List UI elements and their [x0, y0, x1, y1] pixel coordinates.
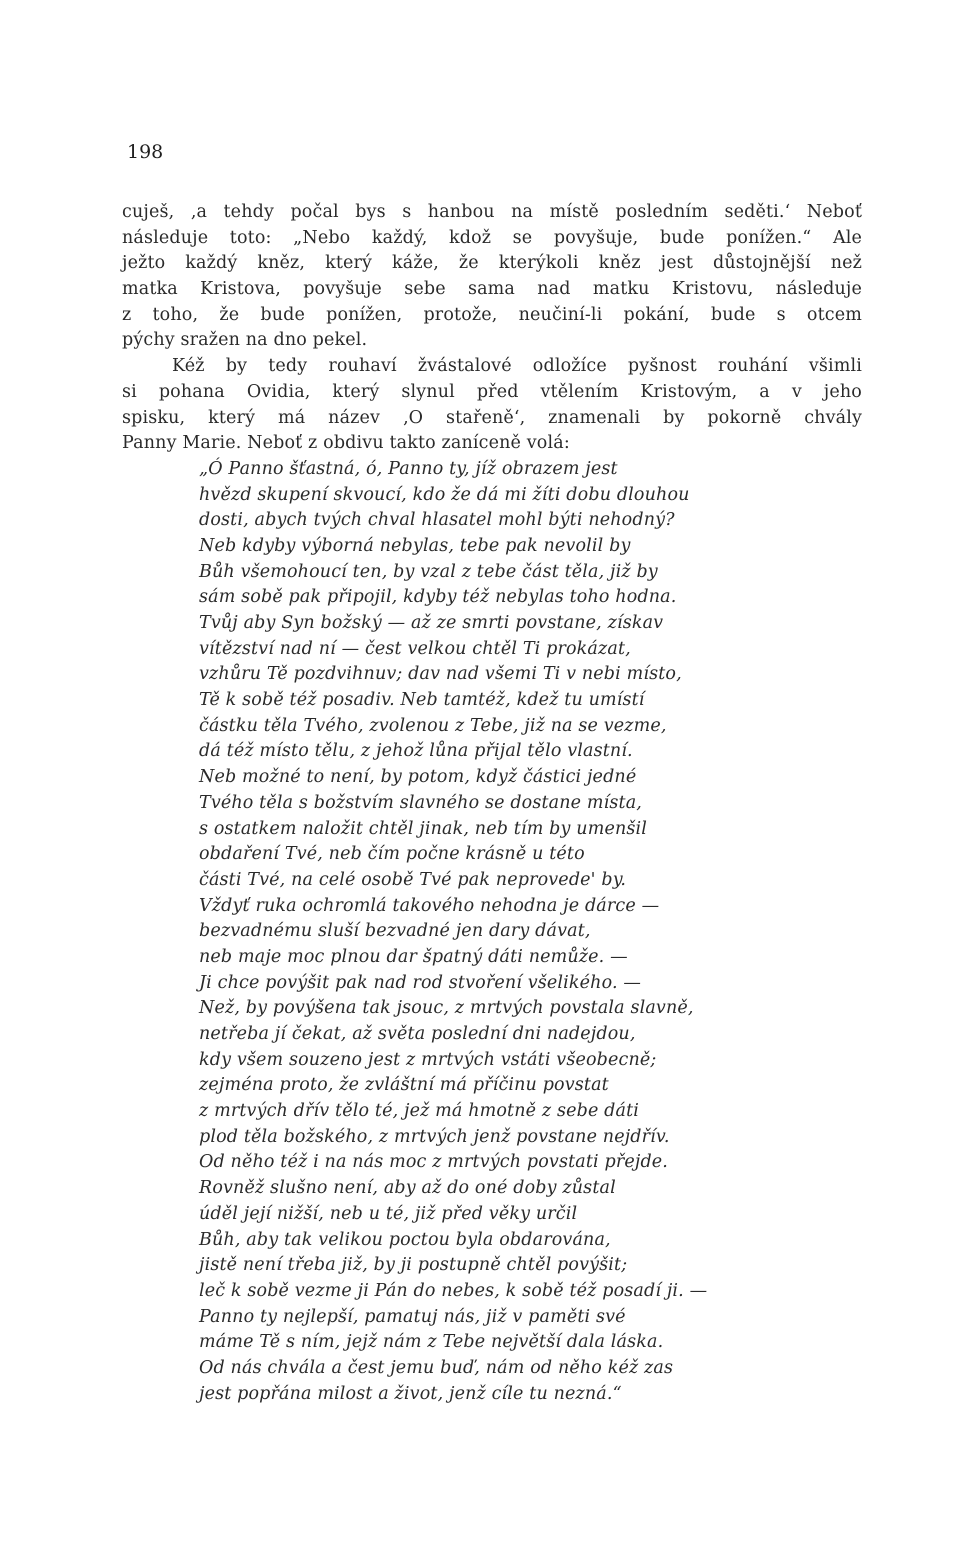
page-number: 198: [127, 141, 164, 163]
poem-line: kdy všem souzeno jest z mrtvých vstáti všeobecně;: [199, 1049, 657, 1070]
text-line: následuje toto: „Nebo každý, kdož se povyšuje, bude ponížen.“ Ale: [122, 227, 862, 248]
poem-line: bezvadnému sluší bezvadné jen dary dávat,: [199, 921, 591, 942]
poem-line: části Tvé, na celé osobě Tvé pak neprovede' by.: [199, 869, 627, 890]
poem-line: leč k sobě vezme ji Pán do nebes, k sobě též posadí ji. —: [199, 1280, 708, 1301]
poem-line: hvězd skupení skvoucí, kdo že dá mi žíti dobu dlouhou: [199, 484, 690, 505]
poem-quotation: [122, 457, 862, 1407]
text-line: si pohana Ovidia, který slynul před vtělením Kristovým, a v jeho: [122, 381, 862, 402]
text-line: Kéž by tedy rouhaví žvástalové odložíce pyšnost rouhání všimli: [172, 356, 862, 377]
text-line: z toho, že bude ponížen, protože, neučiní-li pokání, bude s otcem: [122, 304, 862, 325]
poem-line: neb maje moc plnou dar špatný dáti nemůže. —: [199, 946, 628, 967]
poem-line: Panno ty nejlepší, pamatuj nás, již v paměti své: [199, 1306, 626, 1327]
text-line: Panny Marie. Neboť z obdivu takto zaníceně volá:: [122, 433, 570, 454]
poem-line: Než, by povýšena tak jsouc, z mrtvých povstala slavně,: [199, 998, 694, 1019]
poem-line: Vždyť ruka ochromlá takového nehodna je dárce —: [199, 895, 660, 916]
poem-line: vzhůru Tě pozdvihnuv; dav nad všemi Ti v nebi místo,: [199, 664, 682, 685]
poem-line: z mrtvých dřív tělo té, jež má hmotně z sebe dáti: [199, 1101, 640, 1122]
poem-line: Tě k sobě též posadiv. Neb tamtéž, kdež tu umístí: [199, 690, 645, 711]
poem-line: obdaření Tvé, neb čím počne krásně u této: [199, 844, 585, 865]
poem-line: Tvůj aby Syn božský — až ze smrti povstane, získav: [199, 613, 664, 633]
poem-line: jest popřána milost a život, jenž cíle tu nezná.“: [199, 1383, 622, 1404]
text-line: matka Kristova, povyšuje sebe sama nad matku Kristovu, následuje: [122, 279, 862, 300]
prose-paragraphs: [122, 200, 862, 457]
text-line: cuješ, ‚a tehdy počal bys s hanbou na místě posledním seděti.‘ Neboť: [122, 202, 862, 222]
poem-line: Od něho též i na nás moc z mrtvých povstati přejde.: [199, 1152, 669, 1173]
poem-line: Ji chce povýšit pak nad rod stvoření všelikého. —: [199, 972, 642, 993]
poem-line: s ostatkem naložit chtěl jinak, neb tím by umenšil: [199, 818, 647, 839]
poem-line: dá též místo tělu, z jehož lůna přijal tělo vlastní.: [199, 741, 633, 762]
page-body: [122, 200, 862, 1407]
poem-line: vítězství nad ní — čest velkou chtěl Ti prokázat,: [199, 638, 631, 659]
poem-line: částku těla Tvého, zvolenou z Tebe, již na se vezme,: [199, 715, 667, 736]
poem-line: Tvého těla s božstvím slavného se dostane místa,: [199, 792, 642, 813]
poem-line: Bůh všemohoucí ten, by vzal z tebe část těla, již by: [199, 561, 658, 582]
poem-line: sám sobě pak připojil, kdyby též nebylas toho hodna.: [199, 587, 677, 608]
text-line: pýchy sražen na dno pekel.: [122, 330, 368, 351]
poem-line: „Ó Panno šťastná, ó, Panno ty, jíž obrazem jest: [199, 458, 618, 479]
poem-line: Od nás chvála a čest jemu buď, nám od něho kéž zas: [199, 1357, 674, 1378]
poem-line: jistě není třeba již, by ji postupně chtěl povýšit;: [199, 1255, 628, 1276]
poem-line: Neb kdyby výborná nebylas, tebe pak nevolil by: [199, 535, 631, 556]
poem-line: plod těla božského, z mrtvých jenž povstane nejdřív.: [199, 1126, 670, 1147]
poem-line: netřeba jí čekat, až světa poslední dni nadejdou,: [199, 1024, 636, 1044]
poem-line: zejména proto, že zvláštní má příčinu povstat: [199, 1075, 609, 1096]
poem-line: Neb možné to není, by potom, když částici jedné: [199, 767, 637, 788]
poem-line: máme Tě s ním, jejž nám z Tebe největší dala láska.: [199, 1332, 664, 1353]
text-line: ježto každý kněz, který káže, že kterýkoli kněz jest důstojnější než: [122, 253, 862, 274]
poem-line: dosti, abych tvých chval hlasatel mohl býti nehodný?: [199, 510, 675, 531]
poem-line: úděl její nižší, neb u té, již před věky určil: [199, 1203, 578, 1224]
poem-line: Bůh, aby tak velikou poctou byla obdarována,: [199, 1229, 611, 1250]
poem-line: Rovněž slušno není, aby až do oné doby zůstal: [199, 1178, 616, 1199]
text-line: spisku, který má název ‚O stařeně‘, znamenali by pokorně chvály: [122, 407, 862, 428]
